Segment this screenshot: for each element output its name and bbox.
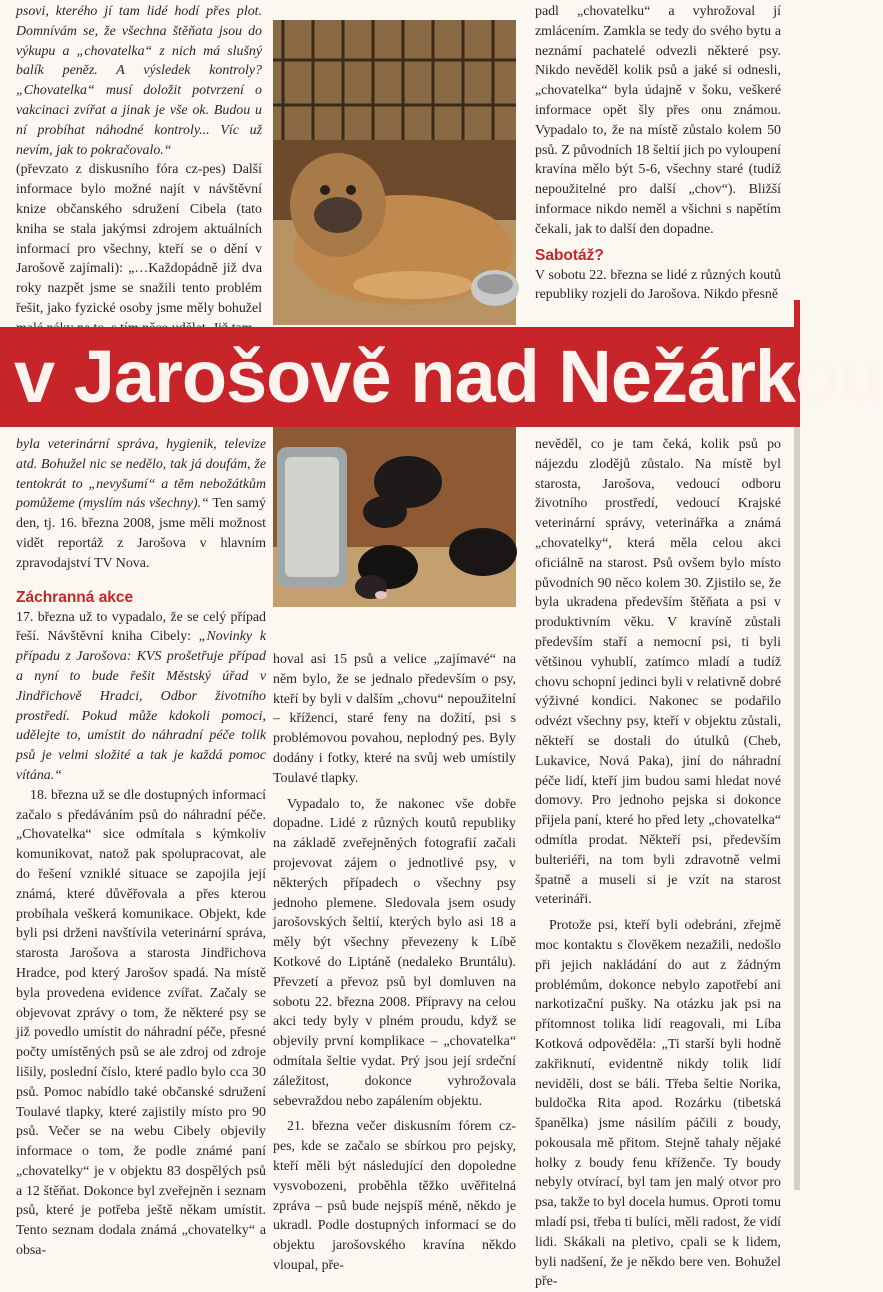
col2-theft-text: 21. března večer diskusním fórem cz-pes, kde se začalo se sbírkou pro pejsky, kteří měli být následující den dopoledne vysvobozeni, proběhla těžko uvěřitelná zpráva – psů bude nejspíš méně, někdo je ukradl. Podle dostupných informací se do objektu jarošovského kravína někdo vloupal, pře-	[273, 1119, 516, 1273]
rescue-intro-text: 17. března už to vypadalo, že se celý případ řeší. Návštěvní kniha Cibely:	[16, 609, 266, 645]
page-edge-mark-bottom	[794, 427, 800, 1190]
section-heading-zachranna-akce: Záchranná akce	[16, 588, 134, 606]
column-3-bottom	[535, 435, 781, 1290]
article-title: v Jarošově nad Nežárkou	[14, 335, 883, 418]
section-heading-sabotaz: Sabotáž?	[535, 246, 604, 264]
column-2-bottom	[273, 650, 516, 1273]
guestbook-intro-text: (převzato z diskusního fóra cz-pes) Další informace bylo možné najít v návštěvní knize občanského sdružení Cibela (tato kniha se stala jakýmsi zdrojem aktuálních informací pro všechny, kteří se o dění v Jarošově zajímali): „…Každopádně již dva roky nazpět jsme se snažili tento problém řešit, jako fyzické osoby jsme měly bohužel	[16, 162, 262, 316]
col3-top-text: padl „chovatelku“ a vyhrožoval jí zmlácením. Zamkla se tedy do svého bytu a neznámí pachatelé odvezli některé psy. Nikdo nevěděl kolik psů a jaké si odnesli, „chovatelka“ byla údajně v šoku, veškeré informace opět šly přes onu známou. Vypadalo to, že na místě zůstalo kolem 50 psů. Z původních 18 šeltií jich po vyloupení kravína mělo být 5-6, všechny staré (tudíž nepoužitelné pro další „chov“). Bližší informace nikdo neměl a všichni s napětím čekali, jak to další den dopadne.	[535, 4, 781, 237]
sabotaz-intro-text: V sobotu 22. března se lidé z různých koutů republiky rozjeli do Jarošova. Nikdo přesně	[535, 267, 781, 303]
puppies-photo-illustration	[273, 427, 516, 607]
page-edge-mark-top	[794, 300, 800, 327]
guestbook-continuation	[16, 435, 266, 574]
rescue-intro-paragraph	[16, 608, 266, 786]
column-1-bottom	[16, 435, 266, 1259]
black-puppies-near-bowl-photo	[273, 427, 516, 607]
col3-handling-text: Protože psi, kteří byli odebráni, zřejmě moc kontaktu s člověkem nezažili, nedošlo při jejich nakládání do aut z žádným problémům, dokonce nebylo zapotřebí ani narkotizační pušky. Na otázku jak psi na přítomnost tolika lidí reagovali, mi Líba Kotková odpověděla: „Ti starší byli hodně zakřiknutí, evidentně nikdy tolik lidí neviděli, dost se báli. Třeba šeltie Norika, buldočka Rita apod. Rozárku (tibetská španělka) jsme násilím páčili z boudy, pokousala mě přitom. Stejně tahaly nějaké holky z boudy fenu kříženče. Ty boudy nebyly otvírací, byl tam jen malý otvor pro psa, takže to byl docela humus. Oproti tomu mladí psi, třeba ti bulíci, měli radost, že vidí lidi. Skákali na pletivo, cpali se k lidem, byli nadšení, že je někdo bere ven. Bohužel pře-	[535, 918, 781, 1290]
col2-outcome-text: Vypadalo to, že nakonec vše dobře dopadne. Lidé z různých koutů republiky na základě zveřejněných fotografií začali projevovat zájem o jednotlivé psy, v některých případech o všechny psy jednoho plemene. Sledovala jsem osudy jarošovských šeltií, kterých bylo asi 18 a měly být všechny převezeny k Líbě Kotkové do Liptáně (nedaleko Bruntálu). Převzetí a převoz psů byl domluven na sobotu 22. března 2008. Přípravy na celou akci tedy byly v plném proudu, když se objevily první komplikace – „chovatelka“ odmítala šeltie vydat. Prý jsou její srdeční záležitost, dokonce vyhrožovala sebevraždou nebo zapálením objektu.	[273, 796, 516, 1109]
title-banner	[0, 327, 883, 427]
dog-lying-on-straw-photo	[273, 20, 516, 325]
cibela-quote: „Novinky k případu z Jarošova: KVS prošetřuje případ a nyní to bude řešit Městský úřad v Jindřichově Hradci, Odbor životního prostředí. Pokud může kdokoli pomoci, udělejte to, umístit do náhradní péče tolik psů je velmi složité a tak je každá pomoc vítána.“	[16, 629, 266, 783]
column-1-top	[16, 2, 262, 324]
col2-list-text: hoval asi 15 psů a velice „zajímavé“ na něm bylo, že se jednalo především o psy, kteří by byli v dalším „chovu“ nepoužitelní – kříženci, staré feny na dožití, psi s problémovou povahou, neplodný pes. Byly dodány i fotky, které na svůj web umístily Toulavé tlapky.	[273, 652, 516, 786]
column-3-top	[535, 2, 781, 324]
dog-photo-illustration	[273, 20, 516, 325]
col3-situation-text: nevěděl, co je tam čeká, kolik psů po nájezdu zlodějů zůstalo. Na místě byl starosta, Jarošova, vedoucí odboru životního prostředí, vedoucí Krajské veterinární správy, veterinářka a známá „chovatelky“, která měla celou akci oficiálně na starost. Psů ovšem bylo místo původních 90 něco kolem 30. Zjistilo se, že byla ukradena především štěňata a psi v produktivním věku. V kravíně zůstali především staří a nemocní psi, ti byli většinou vyhublí, zatímco mladí a tudíž chovu schopní jedinci byli v relativně dobré výživné kondici. Nakonec se podařilo odvézt všechny psy, kteří v objektu zůstali, někteří se dostali do útulků (Cheb, Lukavice, Nová Paka), jiní do náhradní péče lidí, kteří jim budou sami hledat nové domovy. Pro jednoho pejska si dokonce přijela paní, které ho před lety „chovatelka“ odmítla prodat. Někteří psi, především bulteriéři, na tom byli zdravotně velmi špatně a museli si je vzít na starost veterináři.	[535, 437, 781, 908]
forum-quote-text: psovi, kterého jí tam lidé hodí přes plot. Domnívám se, že všechna štěňata jsou do výkupu a „chovatelka“ z nich má slušný balík peněz. A výsledek kontroly? „Chovatelka“ musí doložit potvrzení o vakcinaci zvířat a jinak je vše ok. Budou u ní probíhat náhodné kontroly... Víc už nevím, jak to pokračovalo.“	[16, 4, 262, 158]
rescue-handover-paragraph: 18. března už se dle dostupných informací začalo s předáváním psů do náhradní péče. „Chovatelka“ sice odmítala s kýmkoliv komunikovat, natož pak spolupracovat, ale do řešení vzniklé situace se zapojila její známá, které důvěřovala a přes kterou probíhala veškerá komunikace. Objekt, kde byli psi drženi navštívila veterinární správa, starosta Jarošova a starosta Jindřichova Hradce, pod který Jarošov spadá. Na místě byla provedena evidence zvířat. Začaly se objevovat zprávy o tom, že některé psy se již povedlo umístit do náhradní péče, přesné počty umístěných psů se ale zdroj od zdroje lišily, poslední číslo, které padlo bylo cca 30 psů. Pomoc nabídlo také občanské sdružení Toulavé tlapky, které zajistily místo pro 90 psů. Večer se na webu Cibely objevily informace o tom, že podle známé paní „chovatelky“ je v objektu 83 dospělých psů a 12 štěňat. Dokonce byl zveřejněn i seznam psů, které je potřeba ještě někam umístit. Tento seznam dodala známá „chovatelky“ a obsa-	[16, 787, 266, 1259]
tv-nova-report-text: Ten samý den, tj. 16. března 2008, jsme měli možnost vidět reportáž z Jarošova v hlavním zpravodajství TV Nova.	[16, 496, 266, 571]
guestbook-quote-end: byla veterinární správa, hygienik, televize atd. Bohužel nic se nedělo, tak já doufám, že tentokrát to „nevyšumí“ a těm nebožátkům pomůžeme (myslím nás všechny).“	[16, 437, 266, 512]
